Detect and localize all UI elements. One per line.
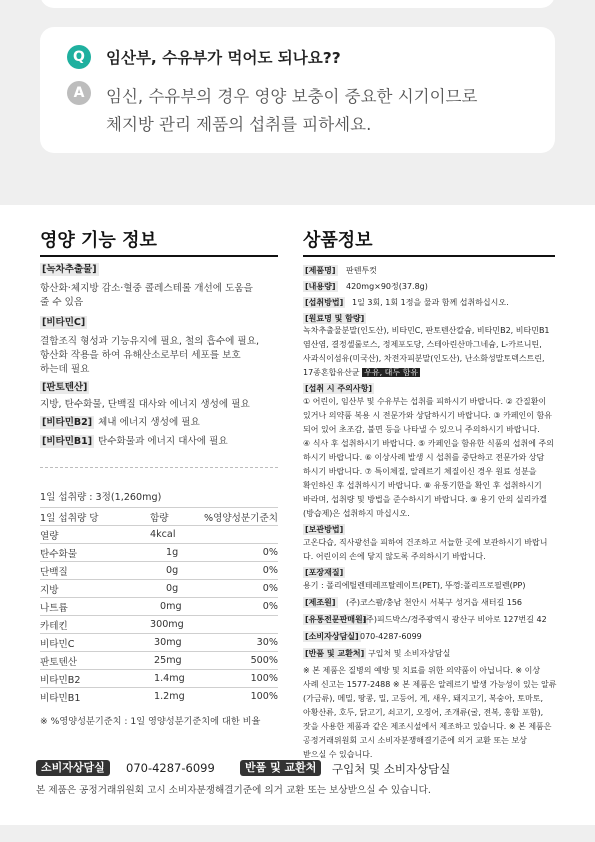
table-header-row	[40, 508, 278, 526]
caution-line: 바라며, 섭취량 및 방법을 준수하시기 바랍니다. ⑨ 용기 안의 실리카겔	[303, 495, 547, 504]
product-name: 판텐투컷	[346, 266, 377, 275]
row-percent: 500%	[198, 652, 278, 670]
storage-line: 고온다습, 직사광선을 피하여 건조하고 서늘한 곳에 보관하시기 바랍니	[303, 538, 548, 547]
table-header-percent: %영양성분기준치	[198, 508, 278, 526]
maker-label: [제조원]	[305, 598, 336, 607]
vitamin-b2-desc: 체내 에너지 생성에 필요	[98, 417, 200, 428]
faq-answer-line-1: 임신, 수유부의 경우 영양 보충이 중요한 시기이므로	[106, 87, 478, 106]
storage-label: [보관방법]	[305, 525, 344, 534]
vitamin-b1-desc: 탄수화물과 에너지 대사에 필요	[98, 436, 228, 447]
row-percent: 0%	[198, 598, 278, 616]
row-name: 단백질	[40, 562, 150, 580]
notice-line: 사례 신고는 1577-2488 ※ 본 제품은 알레르기 발생 가능성이 있는 알류	[303, 680, 557, 689]
ingredients-line-2: 염산염, 결정셀룰로스, 정제포도당, 스테아린산마그네슘, L-카르니틴,	[303, 340, 542, 349]
row-name: 카테킨	[40, 616, 150, 634]
volume: 420mg×90정(37.8g)	[346, 282, 428, 291]
vitamin-c-desc-1: 결합조직 형성과 기능유지에 필요, 철의 흡수에 필요,	[40, 336, 260, 347]
faq-card	[40, 27, 555, 153]
row-percent	[198, 616, 278, 634]
intake: 1일 3회, 1회 1정을 물과 함께 섭취하십시오.	[352, 298, 509, 307]
notice-line: 잣을 사용한 제품과 같은 제조시설에서 제조하고 있습니다. ※ 본 제품은	[303, 722, 552, 731]
caution-line: ① 어린이, 임산부 및 수유부는 섭취를 피하시기 바랍니다. ② 간질환이	[303, 397, 547, 406]
notice-line: 공정거래위원회 고시 소비자분쟁해결기준에 의거 교환 또는 보상	[303, 736, 527, 745]
pantothenic-desc: 지방, 탄수화물, 단백질 대사와 에너지 생성에 필요	[40, 399, 250, 410]
row-amount: 1.4mg	[150, 670, 198, 688]
notice-line: (가금류), 메밀, 땅콩, 밀, 고등어, 게, 새우, 돼지고기, 복숭아, 토마토,	[303, 694, 544, 703]
caution-line: 확인하신 후 섭취하시기 바랍니다. ⑧ 유통기한을 확인 후 섭취하시기	[303, 481, 542, 490]
row-amount: 25mg	[150, 652, 198, 670]
intake-label: [섭취방법]	[305, 298, 344, 307]
footer-refund-text: 구입처 및 소비자상담실	[332, 762, 451, 776]
row-percent	[198, 526, 278, 544]
nutrition-title-rule	[40, 255, 278, 257]
volume-label: [내용량]	[305, 282, 336, 291]
table-header-serving: 1일 섭취량 당	[40, 508, 150, 526]
table-row	[40, 562, 278, 580]
table-footnote: ※ %영양성분기준치 : 1일 영양성분기준치에 대한 비율	[40, 716, 261, 727]
refund-pill: 반품 및 교환처	[240, 760, 321, 776]
ingredients-label: [원료명 및 함량]	[305, 314, 365, 323]
product-title-rule	[303, 255, 555, 257]
row-amount: 4kcal	[150, 526, 198, 544]
row-name: 비타민C	[40, 634, 150, 652]
row-name: 비타민B1	[40, 688, 150, 706]
row-percent: 30%	[198, 634, 278, 652]
refund: 구입처 및 소비자상담실	[368, 649, 451, 658]
nutrition-table	[40, 507, 278, 705]
vitamin-c-desc-2: 항산화 작용을 하여 유해산소로부터 세포를 보호	[40, 350, 241, 361]
row-name: 판토텐산	[40, 652, 150, 670]
footer-notice: 본 제품은 공정거래위원회 고시 소비자분쟁해결기준에 의거 교환 또는 보상받으실 수 있습니다.	[36, 785, 431, 796]
caution-line: 되어 있어 초조감, 불면 등을 나타낼 수 있으니 주의하시기 바랍니다.	[303, 425, 540, 434]
maker: (주)코스팜/충남 천안시 서북구 성거읍 새터길 156	[346, 598, 523, 607]
pantothenic-label: [판토텐산]	[42, 382, 88, 393]
vitamin-c-label: [비타민C]	[42, 317, 86, 328]
table-row	[40, 580, 278, 598]
ingredients-line-4	[303, 366, 420, 380]
allergen-highlight: 우유, 대두 함유	[364, 368, 419, 377]
green-tea-desc-1: 항산화·체지방 감소·혈중 콜레스테롤 개선에 도움을	[40, 283, 253, 294]
row-amount: 30mg	[150, 634, 198, 652]
consult: 070-4287-6099	[360, 632, 422, 641]
caution-line: 하시기 바랍니다. ⑦ 특이체질, 알레르기 체질이신 경우 원료 성분을	[303, 467, 537, 476]
ingredients-line-1: 녹차추출물분말(인도산), 비타민C, 판토텐산칼슘, 비타민B2, 비타민B1	[303, 326, 550, 335]
notice-line: 받으실 수 있습니다.	[303, 750, 373, 759]
faq-answer-line-2: 체지방 관리 제품의 섭취를 피하세요.	[106, 115, 372, 134]
row-percent: 0%	[198, 544, 278, 562]
caution-label: [섭취 시 주의사항]	[305, 384, 372, 393]
table-row	[40, 526, 278, 544]
seller: (주)피드박스/경주광역시 광산구 비아로 127번길 42	[363, 615, 547, 624]
row-name: 지방	[40, 580, 150, 598]
table-row	[40, 688, 278, 706]
green-tea-desc-2: 줄 수 있음	[40, 297, 84, 308]
product-name-label: [제품명]	[305, 266, 336, 275]
nutrition-divider	[40, 467, 278, 468]
faq-question: 임산부, 수유부가 먹어도 되나요??	[106, 49, 341, 67]
row-name: 나트륨	[40, 598, 150, 616]
consult-label: [소비자상담실]	[305, 632, 359, 641]
refund-label: [반품 및 교환처]	[305, 649, 365, 658]
row-amount: 0g	[150, 562, 198, 580]
row-amount: 0g	[150, 580, 198, 598]
ingredients-line-3: 사과식이섬유(미국산), 차전자피분말(인도산), 난소화성말토덱스트린,	[303, 354, 545, 363]
notice-line: ※ 본 제품은 질병의 예방 및 치료를 위한 의약품이 아닙니다. ※ 이상	[303, 666, 541, 675]
vitamin-c-desc-3: 하는데 필요	[40, 364, 90, 375]
storage-line: 다. 어린이의 손에 닿지 않도록 주의하시기 바랍니다.	[303, 552, 486, 561]
table-row	[40, 598, 278, 616]
question-badge-icon: Q	[67, 45, 91, 69]
ingredients-last: 17종혼합유산균	[303, 368, 360, 377]
row-name: 비타민B2	[40, 670, 150, 688]
vitamin-b2-label: [비타민B2]	[42, 417, 93, 428]
row-percent: 100%	[198, 670, 278, 688]
table-row	[40, 616, 278, 634]
nutrition-function-title: 영양 기능 정보	[40, 230, 157, 251]
notice-line: 아황산류, 호두, 닭고기, 쇠고기, 오징어, 조개류(굴, 전복, 홍합 포함),	[303, 708, 544, 717]
row-amount: 1g	[150, 544, 198, 562]
consult-pill: 소비자상담실	[36, 760, 110, 776]
row-percent: 0%	[198, 580, 278, 598]
caution-line: 하시기 바랍니다. ⑥ 이상사례 발생 시 섭취를 중단하고 전문가와 상담	[303, 453, 545, 462]
row-name: 탄수화물	[40, 544, 150, 562]
green-tea-label: [녹차추출물]	[42, 264, 97, 275]
product-info-title: 상품정보	[303, 230, 373, 251]
row-amount: 300mg	[150, 616, 198, 634]
seller-label: [유통전문판매원]	[305, 615, 367, 624]
previous-faq-card	[40, 0, 555, 8]
row-amount: 1.2mg	[150, 688, 198, 706]
caution-line: 있거나 의약품 복용 시 전문가와 상담하시기 바랍니다. ③ 카페인이 함유	[303, 411, 552, 420]
row-name: 열량	[40, 526, 150, 544]
caution-line: ④ 식사 후 섭취하시기 바랍니다. ⑤ 카페인을 함유한 식품의 섭취에 주의	[303, 439, 554, 448]
row-amount: 0mg	[150, 598, 198, 616]
packaging-label: [포장재질]	[305, 568, 344, 577]
row-percent: 0%	[198, 562, 278, 580]
answer-badge-icon: A	[67, 81, 91, 105]
table-header-amount: 함량	[150, 508, 198, 526]
caution-line: (방습제)은 섭취하지 마십시오.	[303, 509, 410, 518]
footer-consult-phone: 070-4287-6099	[126, 761, 215, 775]
table-row	[40, 634, 278, 652]
table-row	[40, 544, 278, 562]
packaging: 용기 : 폴리에틸렌테레프탈레이트(PET), 뚜껑:폴리프로필렌(PP)	[303, 581, 526, 590]
table-row	[40, 670, 278, 688]
table-row	[40, 652, 278, 670]
row-percent: 100%	[198, 688, 278, 706]
serving-total: 1일 섭취량 : 3정(1,260mg)	[40, 492, 162, 503]
vitamin-b1-label: [비타민B1]	[42, 436, 93, 447]
